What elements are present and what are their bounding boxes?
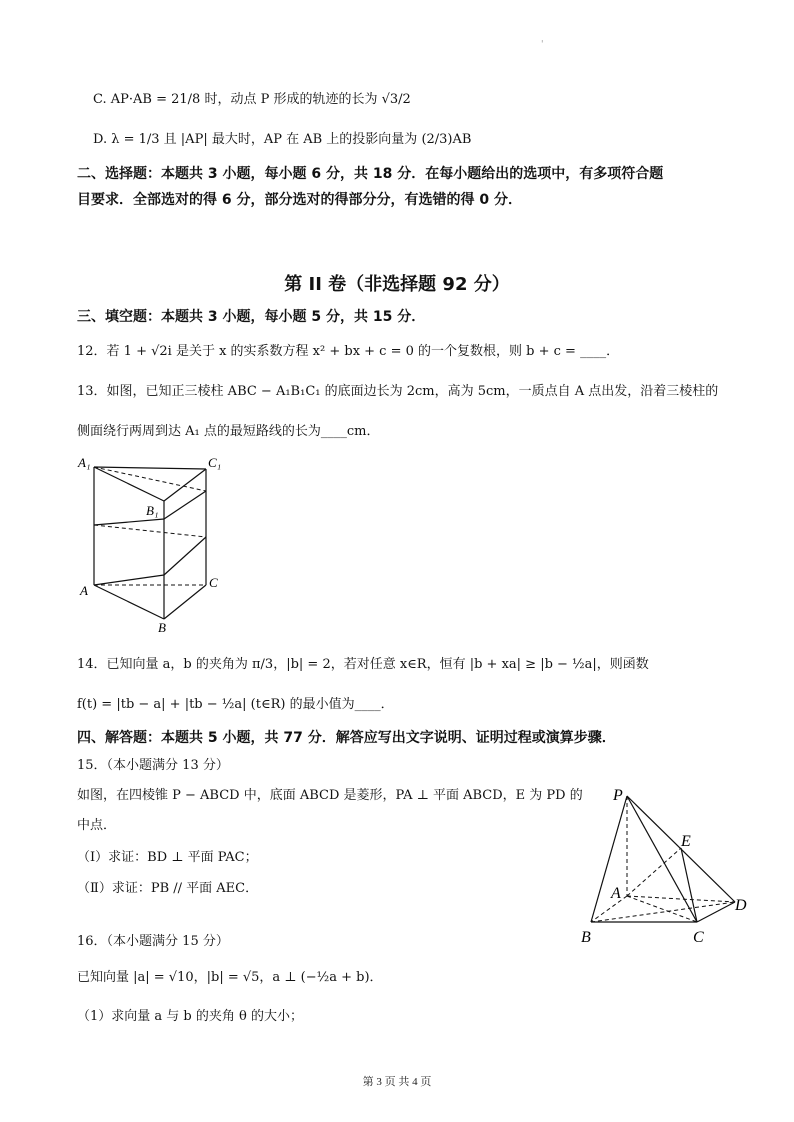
pyramid-edge-p-b [591, 796, 627, 922]
section2-line2: 目要求．全部选对的得 6 分，部分选对的得部分分，有选错的得 0 分． [77, 192, 522, 208]
label-b: B [581, 929, 591, 946]
section4-heading: 四、解答题：本题共 5 小题，共 77 分．解答应写出文字说明、证明过程或演算步骤． [77, 730, 616, 746]
question-12: 12．若 1 + √2i 是关于 x 的实系数方程 x² + bx + c = 0 的一个复数根，则 b + c = ____． [77, 344, 620, 359]
prism-path-1 [94, 519, 164, 525]
question-14-line1: 14．已知向量 a，b 的夹角为 π/3，|b| = 2，若对任意 x∈R，恒有 |b + xa| ≥ |b − ½a|，则函数 [77, 657, 649, 672]
pyramid-hidden-a-c [627, 896, 697, 922]
label-a: A [80, 583, 88, 598]
prism-path-4 [164, 537, 206, 575]
prism-hidden-2 [94, 525, 206, 537]
prism-path-3 [94, 575, 164, 585]
prism-edge-b-c [164, 585, 206, 619]
prism-edge-b1-c1 [164, 469, 206, 501]
question-15-line2: 中点． [77, 818, 117, 833]
label-d: D [735, 897, 747, 914]
label-c: C [693, 929, 704, 946]
prism-hidden-1 [94, 467, 206, 491]
part2-title: 第 II 卷（非选择题 92 分） [284, 274, 510, 295]
pyramid-figure [575, 780, 760, 950]
question-13-line1: 13．如图，已知正三棱柱 ABC − A₁B₁C₁ 的底面边长为 2cm，高为 5cm，一质点自 A 点出发，沿着三棱柱的 [77, 384, 719, 399]
prism-edge-a1-b1 [94, 467, 164, 501]
question-14-line2: f(t) = |tb − a| + |tb − ½a| (t∈R) 的最小值为____． [77, 697, 394, 712]
label-b1: B₁ [146, 503, 159, 518]
question-15-line1: 如图，在四棱锥 P − ABCD 中，底面 ABCD 是菱形，PA ⊥ 平面 ABCD，E 为 PD 的 [77, 788, 583, 803]
pyramid-hidden-a-d [627, 896, 735, 902]
option-d: D. λ = 1/3 且 |AP| 最大时，AP 在 AB 上的投影向量为 (2/3)AB [93, 132, 472, 147]
question-13-line2: 侧面绕行两周到达 A₁ 点的最短路线的长为____cm． [77, 424, 380, 439]
prism-figure [70, 455, 230, 635]
pyramid-edge-e-c [681, 848, 697, 922]
label-b: B [158, 620, 166, 635]
label-p: P [613, 787, 623, 804]
pyramid-hidden-a-e [627, 848, 681, 896]
section3-heading: 三、填空题：本题共 3 小题，每小题 5 分，共 15 分． [77, 309, 426, 325]
prism-edge-a-b [94, 585, 164, 619]
pyramid-hidden-b-d [591, 902, 735, 922]
section2-line1: 二、选择题：本题共 3 小题，每小题 6 分，共 18 分．在每小题给出的选项中，有多项符合题 [77, 166, 664, 182]
pyramid-edge-p-c [627, 796, 697, 922]
label-a: A [611, 885, 621, 902]
prism-edge-a1-c1 [94, 467, 206, 469]
option-c: C. AP·AB = 21/8 时，动点 P 形成的轨迹的长为 √3/2 [93, 92, 411, 107]
question-16-header: 16．（本小题满分 15 分） [77, 934, 229, 949]
page-footer: 第 3 页 共 4 页 [362, 1076, 432, 1088]
question-16-part1: （1）求向量 a 与 b 的夹角 θ 的大小； [77, 1009, 303, 1024]
question-15-part1: （Ⅰ）求证：BD ⊥ 平面 PAC； [77, 850, 258, 865]
corner-mark: ' [541, 40, 544, 50]
label-c1: C₁ [208, 455, 222, 470]
question-15-header: 15．（本小题满分 13 分） [77, 758, 229, 773]
label-c: C [209, 575, 218, 590]
prism-path-2 [164, 491, 206, 519]
question-15-part2: （Ⅱ）求证：PB // 平面 AEC． [77, 881, 259, 896]
label-a1: A₁ [78, 455, 91, 470]
label-e: E [681, 833, 691, 850]
question-16-line1: 已知向量 |a| = √10，|b| = √5，a ⊥ (−½a + b)． [77, 970, 383, 985]
